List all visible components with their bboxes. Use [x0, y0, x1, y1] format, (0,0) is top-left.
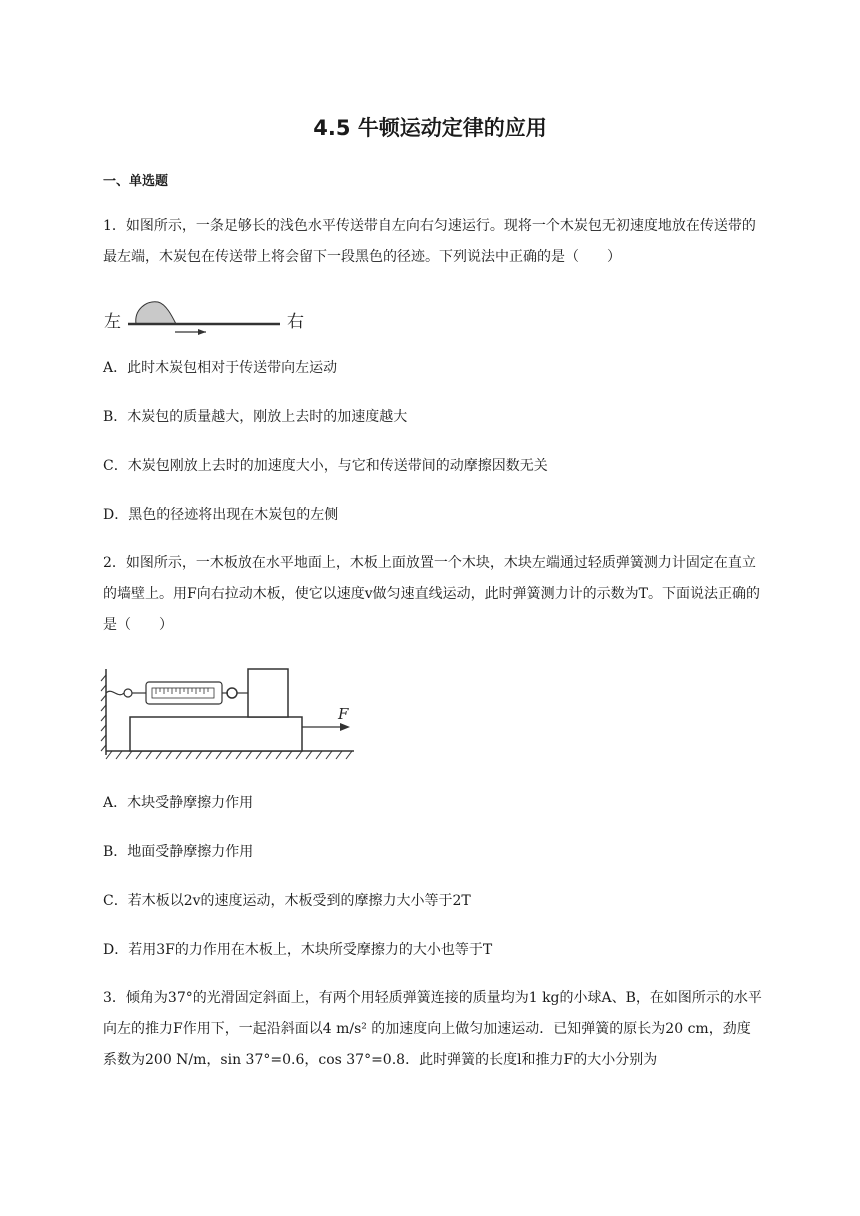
q1-option-a: A．此时木炭包相对于传送带向左运动 [103, 360, 338, 376]
figure-right-label: 右 [287, 312, 304, 332]
spring-scale-figure [100, 665, 356, 765]
force-arrow-head-icon [340, 723, 350, 731]
q2-option-d: D．若用3F的力作用在木板上，木块所受摩擦力的大小也等于T [103, 942, 493, 958]
conveyor-belt-figure [100, 294, 310, 336]
question-2-stem: 2．如图所示，一木板放在水平地面上，木板上面放置一个木块，木块左端通过轻质弹簧测力计固定在直立的墙壁上。用F向右拉动木板，使它以速度v做匀速直线运动，此时弹簧测力计的示数为T。下面说法正确的是（ ） [103, 555, 760, 633]
page-title: 4.5 牛顿运动定律的应用 [313, 116, 547, 140]
q2-option-b: B．地面受静摩擦力作用 [103, 844, 254, 860]
ground-hatch [106, 751, 352, 759]
charcoal-block [136, 302, 176, 324]
q1-option-b: B．木炭包的质量越大，刚放上去时的加速度越大 [103, 409, 408, 425]
section-heading: 一、单选题 [103, 174, 169, 189]
ring-left [124, 689, 132, 697]
question-1-stem: 1．如图所示，一条足够长的浅色水平传送带自左向右匀速运行。现将一个木炭包无初速度地放在传送带的最左端，木炭包在传送带上将会留下一段黑色的径迹。下列说法中正确的是（ ） [103, 218, 756, 265]
arrow-head-icon [198, 329, 206, 335]
question-3-stem: 3．倾角为37°的光滑固定斜面上，有两个用轻质弹簧连接的质量均为1 kg的小球A、B，在如图所示的水平向左的推力F作用下，一起沿斜面以4 m/s² 的加速度向上做匀加速运动．已知弹簧的原长为20 cm，劲度系数为200 N/m，sin 37°=0.6，cos 37°=0.8．此时弹簧的长度l和推力F的大小分别为 [103, 990, 762, 1068]
wooden-block [248, 669, 288, 717]
q2-option-a: A．木块受静摩擦力作用 [103, 795, 254, 811]
wooden-board [130, 717, 302, 751]
figure-left-label: 左 [104, 312, 121, 332]
ring-right [227, 688, 237, 698]
hook-wall [106, 691, 124, 694]
q2-option-c: C．若木板以2v的速度运动，木板受到的摩擦力大小等于2T [103, 893, 471, 909]
q1-option-d: D．黑色的径迹将出现在木炭包的左侧 [103, 507, 339, 523]
q1-option-c: C．木炭包刚放上去时的加速度大小，与它和传送带间的动摩擦因数无关 [103, 458, 548, 474]
force-label: F [338, 705, 349, 723]
